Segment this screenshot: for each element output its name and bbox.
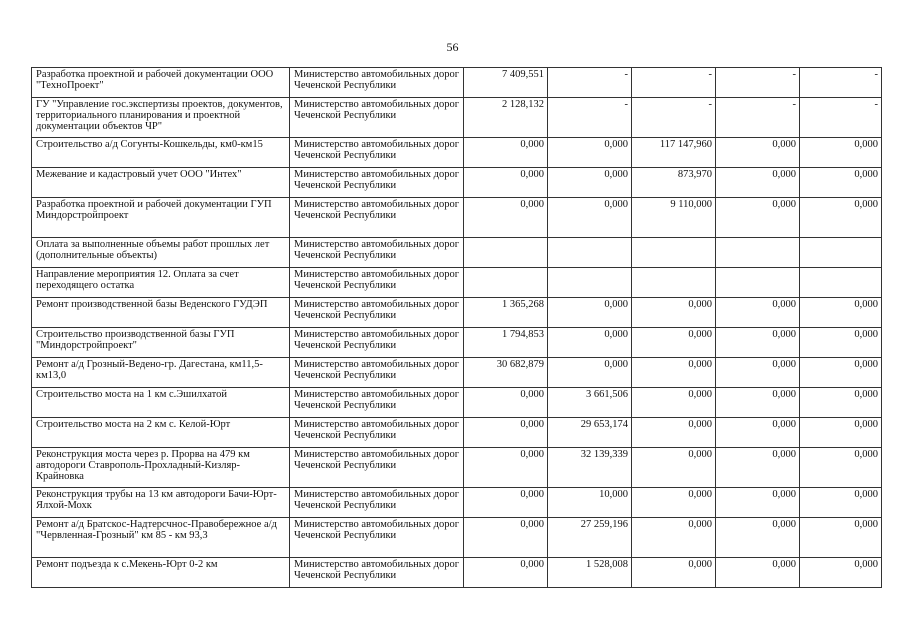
table-row — [32, 448, 882, 488]
cell-value: 0,000 — [632, 358, 716, 388]
cell-organization: Министерство автомобильных дорог Чеченской Республики — [290, 358, 464, 388]
cell-value: - — [716, 68, 800, 98]
cell-value: 27 259,196 — [548, 518, 632, 558]
cell-value: 0,000 — [716, 198, 800, 238]
table-row — [32, 68, 882, 98]
cell-value: 0,000 — [716, 168, 800, 198]
cell-value: 1 528,008 — [548, 558, 632, 588]
budget-table — [31, 67, 882, 588]
cell-activity: Межевание и кадастровый учет ООО "Интех" — [32, 168, 290, 198]
cell-value: 0,000 — [632, 418, 716, 448]
cell-value — [800, 238, 882, 268]
cell-value: 0,000 — [464, 518, 548, 558]
cell-value: 7 409,551 — [464, 68, 548, 98]
cell-value: - — [632, 68, 716, 98]
cell-activity: Строительство производственной базы ГУП "Миндорстройпроект" — [32, 328, 290, 358]
cell-activity: Ремонт а/д Грозный-Ведено-гр. Дагестана, км11,5-км13,0 — [32, 358, 290, 388]
cell-value: 0,000 — [632, 448, 716, 488]
cell-value: 0,000 — [800, 328, 882, 358]
cell-value: - — [800, 68, 882, 98]
table-row — [32, 358, 882, 388]
cell-activity: Реконструкция трубы на 13 км автодороги Бачи-Юрт-Ялхой-Мохк — [32, 488, 290, 518]
table-row — [32, 388, 882, 418]
cell-value: 0,000 — [464, 448, 548, 488]
cell-value: 0,000 — [800, 418, 882, 448]
cell-value: 29 653,174 — [548, 418, 632, 448]
cell-value: 0,000 — [716, 448, 800, 488]
table-row — [32, 198, 882, 238]
cell-activity: Направление мероприятия 12. Оплата за счет переходящего остатка — [32, 268, 290, 298]
cell-value: 0,000 — [464, 488, 548, 518]
cell-organization: Министерство автомобильных дорог Чеченской Республики — [290, 268, 464, 298]
cell-organization: Министерство автомобильных дорог Чеченской Республики — [290, 138, 464, 168]
cell-value: 0,000 — [800, 388, 882, 418]
cell-value: 0,000 — [548, 138, 632, 168]
table-row — [32, 488, 882, 518]
cell-value: 2 128,132 — [464, 98, 548, 138]
cell-value: 0,000 — [632, 518, 716, 558]
cell-value: 0,000 — [632, 298, 716, 328]
cell-activity: Строительство моста на 2 км с. Келой-Юрт — [32, 418, 290, 448]
cell-value: 873,970 — [632, 168, 716, 198]
cell-value: 0,000 — [464, 418, 548, 448]
cell-value: - — [632, 98, 716, 138]
cell-activity: Строительство моста на 1 км с.Эшилхатой — [32, 388, 290, 418]
cell-value: 0,000 — [632, 488, 716, 518]
cell-value — [464, 238, 548, 268]
cell-value: 30 682,879 — [464, 358, 548, 388]
cell-value: 32 139,339 — [548, 448, 632, 488]
cell-value: 0,000 — [800, 168, 882, 198]
cell-value: 0,000 — [800, 138, 882, 168]
table-row — [32, 98, 882, 138]
cell-value: 0,000 — [548, 168, 632, 198]
cell-value — [464, 268, 548, 298]
cell-value: 0,000 — [464, 388, 548, 418]
cell-value: 0,000 — [716, 418, 800, 448]
cell-value: 10,000 — [548, 488, 632, 518]
cell-organization: Министерство автомобильных дорог Чеченской Республики — [290, 328, 464, 358]
table-row — [32, 298, 882, 328]
cell-activity: Ремонт подъезда к с.Мекень-Юрт 0-2 км — [32, 558, 290, 588]
cell-value: 1 365,268 — [464, 298, 548, 328]
cell-activity: Строительство а/д Согунты-Кошкельды, км0-км15 — [32, 138, 290, 168]
cell-value: 0,000 — [716, 328, 800, 358]
cell-value: 0,000 — [716, 518, 800, 558]
cell-value: 0,000 — [800, 558, 882, 588]
cell-organization: Министерство автомобильных дорог Чеченской Республики — [290, 488, 464, 518]
cell-value — [800, 268, 882, 298]
cell-organization: Министерство автомобильных дорог Чеченской Республики — [290, 558, 464, 588]
cell-value — [716, 268, 800, 298]
cell-organization: Министерство автомобильных дорог Чеченской Республики — [290, 518, 464, 558]
cell-organization: Министерство автомобильных дорог Чеченской Республики — [290, 418, 464, 448]
cell-value: 0,000 — [464, 168, 548, 198]
cell-activity: Оплата за выполненные объемы работ прошлых лет (дополнительные объекты) — [32, 238, 290, 268]
cell-value: 0,000 — [800, 358, 882, 388]
cell-organization: Министерство автомобильных дорог Чеченской Республики — [290, 238, 464, 268]
cell-value: 0,000 — [716, 558, 800, 588]
cell-activity: Разработка проектной и рабочей документации ООО "ТехноПроект" — [32, 68, 290, 98]
cell-activity: Разработка проектной и рабочей документации ГУП Миндорстройпроект — [32, 198, 290, 238]
table-row — [32, 558, 882, 588]
cell-value: 0,000 — [800, 298, 882, 328]
cell-value: 0,000 — [632, 388, 716, 418]
cell-organization: Министерство автомобильных дорог Чеченской Республики — [290, 388, 464, 418]
table-row — [32, 238, 882, 268]
cell-organization: Министерство автомобильных дорог Чеченской Республики — [290, 68, 464, 98]
cell-value: 0,000 — [548, 198, 632, 238]
table-row — [32, 138, 882, 168]
cell-value: 0,000 — [800, 448, 882, 488]
cell-value: 0,000 — [464, 138, 548, 168]
cell-value: 0,000 — [548, 328, 632, 358]
cell-value: 0,000 — [800, 198, 882, 238]
cell-organization: Министерство автомобильных дорог Чеченской Республики — [290, 298, 464, 328]
cell-organization: Министерство автомобильных дорог Чеченской Республики — [290, 448, 464, 488]
cell-value: 0,000 — [632, 558, 716, 588]
cell-value: 0,000 — [632, 328, 716, 358]
cell-value: 0,000 — [716, 358, 800, 388]
cell-value: - — [548, 68, 632, 98]
table-row — [32, 418, 882, 448]
cell-organization: Министерство автомобильных дорог Чеченской Республики — [290, 168, 464, 198]
cell-organization: Министерство автомобильных дорог Чеченской Республики — [290, 198, 464, 238]
cell-organization: Министерство автомобильных дорог Чеченской Республики — [290, 98, 464, 138]
cell-value: 0,000 — [548, 298, 632, 328]
cell-activity: Реконструкция моста через р. Прорва на 479 км автодороги Ставрополь-Прохладный-Кизляр-Крайновка — [32, 448, 290, 488]
cell-value: 117 147,960 — [632, 138, 716, 168]
cell-value: 0,000 — [464, 558, 548, 588]
cell-value: - — [716, 98, 800, 138]
cell-activity: Ремонт а/д Братскос-Надтерсчнос-Правобережное а/д "Червленная-Грозный" км 85 - км 93,3 — [32, 518, 290, 558]
cell-value — [548, 268, 632, 298]
cell-value — [548, 238, 632, 268]
cell-value: 1 794,853 — [464, 328, 548, 358]
table-row — [32, 268, 882, 298]
cell-value — [716, 238, 800, 268]
page-number: 56 — [446, 40, 459, 54]
cell-value: 0,000 — [548, 358, 632, 388]
cell-value: 9 110,000 — [632, 198, 716, 238]
cell-value: 0,000 — [716, 488, 800, 518]
cell-value: - — [800, 98, 882, 138]
table-row — [32, 518, 882, 558]
cell-value: 0,000 — [716, 388, 800, 418]
cell-value: 0,000 — [800, 518, 882, 558]
cell-value: 0,000 — [716, 298, 800, 328]
table-row — [32, 328, 882, 358]
table-row — [32, 168, 882, 198]
cell-activity: Ремонт производственной базы Веденского ГУДЭП — [32, 298, 290, 328]
cell-value: 3 661,506 — [548, 388, 632, 418]
cell-value — [632, 238, 716, 268]
cell-value: 0,000 — [716, 138, 800, 168]
cell-value: - — [548, 98, 632, 138]
cell-value: 0,000 — [800, 488, 882, 518]
cell-value — [632, 268, 716, 298]
cell-activity: ГУ "Управление гос.экспертизы проектов, документов, территориального планирования и проектной документации объектов ЧР" — [32, 98, 290, 138]
cell-value: 0,000 — [464, 198, 548, 238]
